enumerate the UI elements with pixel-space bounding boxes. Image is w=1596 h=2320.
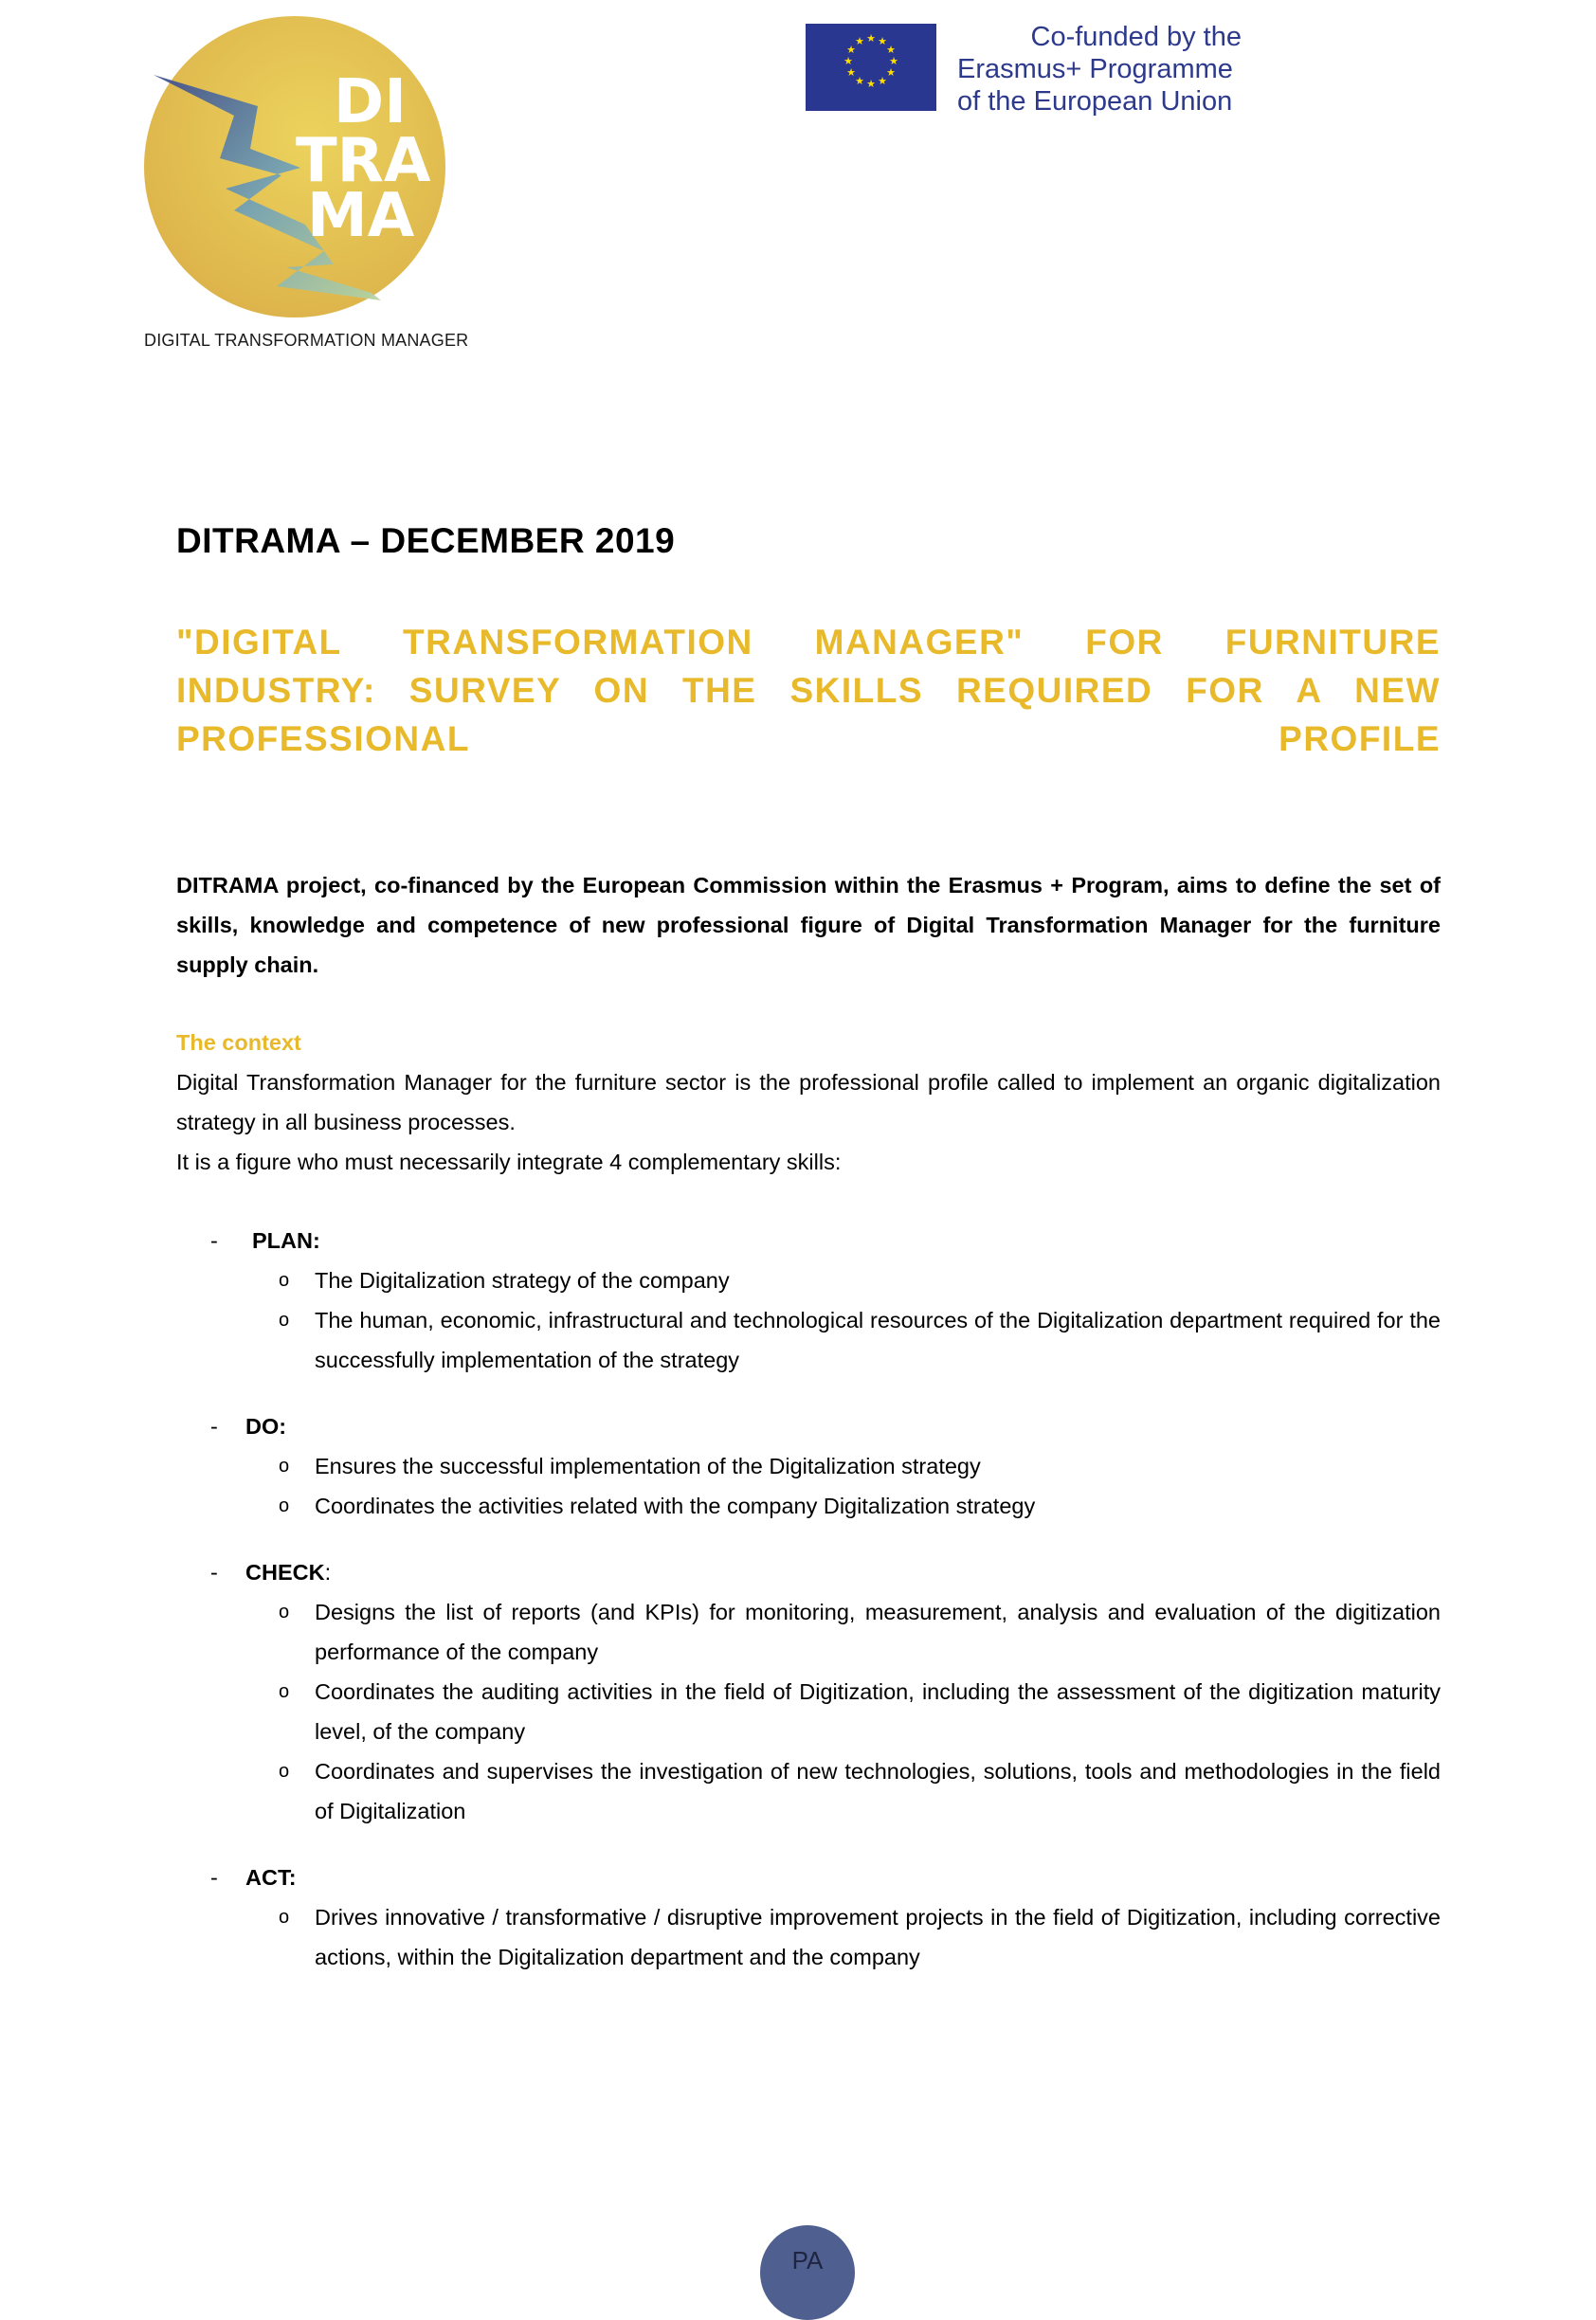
list-item-text: Coordinates the auditing activities in the field of Digitization, including the assessment of the digitization maturity level, of the company <box>315 1679 1441 1744</box>
skill-name: DO: <box>245 1414 287 1439</box>
list-item <box>176 1751 1441 1831</box>
list-item-text: Ensures the successful implementation of the Digitalization strategy <box>315 1454 981 1478</box>
list-item <box>176 1300 1441 1380</box>
list-item-text: The Digitalization strategy of the company <box>315 1268 730 1293</box>
eu-text-line3: of the European Union <box>957 86 1233 117</box>
skill-name: CHECK <box>245 1560 325 1585</box>
svg-text:★: ★ <box>878 35 887 47</box>
logo-text-line1: DI <box>334 67 407 137</box>
skill-name-wrapper <box>245 1552 331 1592</box>
svg-text:★: ★ <box>855 35 864 47</box>
list-item <box>176 1260 1441 1300</box>
date-heading: DITRAMA – DECEMBER 2019 <box>176 521 676 560</box>
svg-text:★: ★ <box>866 32 876 45</box>
list-item-text: Designs the list of reports (and KPIs) for monitoring, measurement, analysis and evaluation of the digitization performance of the company <box>315 1600 1441 1664</box>
svg-text:★: ★ <box>886 44 896 56</box>
bullet-icon: o <box>279 1456 290 1477</box>
svg-text:★: ★ <box>878 75 887 87</box>
skill-items <box>176 1446 1441 1526</box>
eu-cofunding-text <box>957 21 1260 118</box>
list-item <box>176 1446 1441 1486</box>
document-title: "DIGITAL TRANSFORMATION MANAGER" FOR FURNITURE INDUSTRY: SURVEY ON THE SKILLS REQUIRED FOR A NEW PROFESSIONAL PROFILE <box>176 623 1441 758</box>
list-item <box>176 1592 1441 1672</box>
skill-heading <box>176 1221 1441 1260</box>
skill-heading <box>176 1552 1441 1592</box>
logo-text-line2: TRA <box>296 126 431 196</box>
list-dash: - <box>210 1865 218 1890</box>
svg-text:★: ★ <box>855 75 864 87</box>
bullet-icon: o <box>279 1495 290 1516</box>
svg-text:★: ★ <box>846 44 856 56</box>
svg-text:★: ★ <box>843 55 853 67</box>
ditrama-logo <box>144 16 445 317</box>
eu-text-line1: Co-funded by the <box>1030 22 1242 52</box>
skill-heading <box>176 1858 1441 1897</box>
ditrama-logo-graphic <box>144 16 445 317</box>
bullet-icon: o <box>279 1761 290 1782</box>
bullet-icon: o <box>279 1270 290 1291</box>
skill-heading <box>176 1406 1441 1446</box>
svg-text:★: ★ <box>889 55 898 67</box>
logo-text-line3: MA <box>307 181 415 251</box>
eu-text-line2: Erasmus+ Programme <box>957 54 1233 84</box>
bullet-icon: o <box>279 1310 290 1331</box>
svg-text:★: ★ <box>846 66 856 79</box>
list-item <box>176 1486 1441 1526</box>
skills-list <box>176 1221 1441 1977</box>
list-item-text: The human, economic, infrastructural and technological resources of the Digitalization department required for the successfully implementation of the strategy <box>315 1308 1441 1372</box>
list-item-text: Coordinates and supervises the investigation of new technologies, solutions, tools and methodologies in the field of Digitalization <box>315 1759 1441 1823</box>
document-body <box>176 521 1441 2003</box>
list-item-text: Drives innovative / transformative / disruptive improvement projects in the field of Digitization, including corrective actions, within the Digitalization department and the company <box>315 1905 1441 1969</box>
bullet-icon: o <box>279 1907 290 1928</box>
logo-tagline: DIGITAL TRANSFORMATION MANAGER <box>144 331 469 350</box>
skill-do <box>176 1406 1441 1526</box>
context-paragraph-1: Digital Transformation Manager for the furniture sector is the professional profile called to implement an organic digitalization strategy in all business processes. <box>176 1070 1441 1134</box>
list-item <box>176 1897 1441 1977</box>
intro-paragraph: DITRAMA project, co-financed by the European Commission within the Erasmus + Program, aims to define the set of skills, knowledge and competence of new professional figure of Digital Transformation Manager for the furniture supply chain. <box>176 873 1441 977</box>
bullet-icon: o <box>279 1681 290 1702</box>
page-badge-text: PA <box>791 2246 824 2275</box>
list-item-text: Coordinates the activities related with the company Digitalization strategy <box>315 1494 1036 1518</box>
skill-plan <box>176 1221 1441 1380</box>
context-paragraph-2: It is a figure who must necessarily integrate 4 complementary skills: <box>176 1150 842 1174</box>
skill-items <box>176 1897 1441 1977</box>
skill-act <box>176 1858 1441 1977</box>
list-item <box>176 1672 1441 1751</box>
skill-items <box>176 1260 1441 1380</box>
svg-text:★: ★ <box>886 66 896 79</box>
list-dash: - <box>210 1414 218 1439</box>
skill-name: PLAN: <box>252 1228 320 1253</box>
page-badge <box>760 2225 855 2320</box>
skill-items <box>176 1592 1441 1831</box>
bullet-icon: o <box>279 1602 290 1622</box>
skill-check <box>176 1552 1441 1831</box>
context-heading: The context <box>176 1030 301 1055</box>
list-dash: - <box>210 1228 218 1253</box>
svg-text:★: ★ <box>866 78 876 90</box>
skill-name: ACT: <box>245 1865 297 1890</box>
eu-flag-icon <box>806 24 936 111</box>
skill-name-colon: : <box>324 1560 332 1585</box>
list-dash: - <box>210 1560 218 1585</box>
